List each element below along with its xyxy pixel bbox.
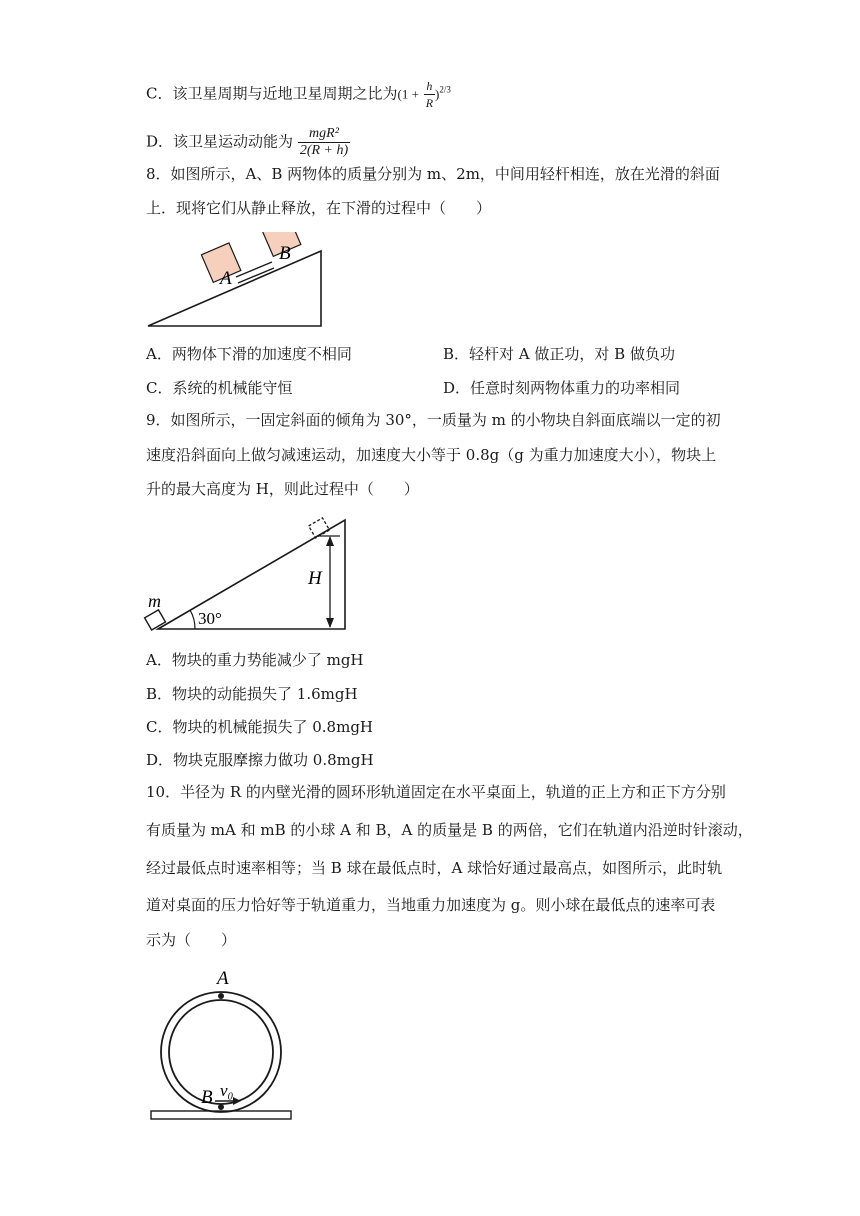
q8-option-d: D．任意时刻两物体重力的功率相同 — [443, 379, 681, 397]
angle-arc — [190, 610, 195, 629]
q10-stem-line4: 道对桌面的压力恰好等于轨道重力，当地重力加速度为 g。则小球在最低点的速率可表 — [146, 896, 716, 914]
q9-option-d: D．物块克服摩擦力做功 0.8mgH — [146, 751, 374, 769]
q7-option-c: C．该卫星周期与近地卫星周期之比为(1 + $\frac{h}{R}$ )$^{2/3}$ — [146, 79, 451, 110]
q10-stem-line1: 10．半径为 R 的内壁光滑的圆环形轨道固定在水平桌面上，轨道的正上方和正下方分别 — [146, 783, 726, 801]
q9-option-c: C．物块的机械能损失了 0.8mgH — [146, 718, 374, 736]
label-h: H — [308, 568, 322, 589]
q9-stem-line2: 速度沿斜面向上做匀减速运动，加速度大小等于 0.8g（g 为重力加速度大小），物块上 — [146, 446, 717, 464]
q8-stem-line2: 上．现将它们从静止释放，在下滑的过程中（ ） — [146, 199, 492, 217]
q10-stem-line2: 有质量为 mA 和 mB 的小球 A 和 B，A 的质量是 B 的两倍，它们在轨道内沿逆时针滚动， — [146, 821, 753, 839]
q8-incline-figure — [140, 232, 340, 332]
q10-ring-figure — [145, 960, 300, 1125]
label-ball-b: B — [201, 1087, 213, 1108]
ball-b — [218, 1104, 224, 1110]
q9-stem-line3: 升的最大高度为 H，则此过程中（ ） — [146, 480, 419, 498]
q9-option-b: B．物块的动能损失了 1.6mgH — [146, 685, 358, 703]
label-b: B — [279, 243, 291, 264]
ball-a — [218, 993, 224, 999]
q10-stem-line5: 示为（ ） — [146, 931, 237, 949]
q8-option-a: A．两物体下滑的加速度不相同 — [146, 345, 352, 363]
fraction-kinetic-energy: $\frac{\text{mgR²}}{2(R + h)}$ — [299, 126, 349, 158]
q9-stem-line1: 9．如图所示，一固定斜面的倾角为 30°，一质量为 m 的小物块自斜面底端以一定的初 — [146, 411, 721, 429]
label-v0: v₀ — [220, 1081, 234, 1100]
q9-option-a: A．物块的重力势能减少了 mgH — [146, 651, 364, 669]
label-angle: 30° — [198, 609, 222, 628]
q10-stem-line3: 经过最低点时速率相等；当 B 球在最低点时，A 球恰好通过最高点，如图所示，此时轨 — [146, 859, 723, 877]
q8-stem-line1: 8．如图所示，A、B 两物体的质量分别为 m、2m，中间用轻杆相连，放在光滑的斜面 — [146, 165, 720, 183]
fraction-h-over-r: $\frac{h}{R}$ — [425, 79, 434, 110]
q7-option-d: D．该卫星运动动能为 $\frac{\text{mgR²}}{2(R + h)}$ — [146, 126, 349, 158]
label-m: m — [148, 591, 161, 611]
q8-option-b: B．轻杆对 A 做正功，对 B 做负功 — [443, 345, 675, 363]
q8-option-c: C．系统的机械能守恒 — [146, 379, 293, 397]
q9-incline-figure — [140, 510, 360, 635]
label-ball-a: A — [217, 968, 229, 989]
label-a: A — [220, 268, 232, 289]
